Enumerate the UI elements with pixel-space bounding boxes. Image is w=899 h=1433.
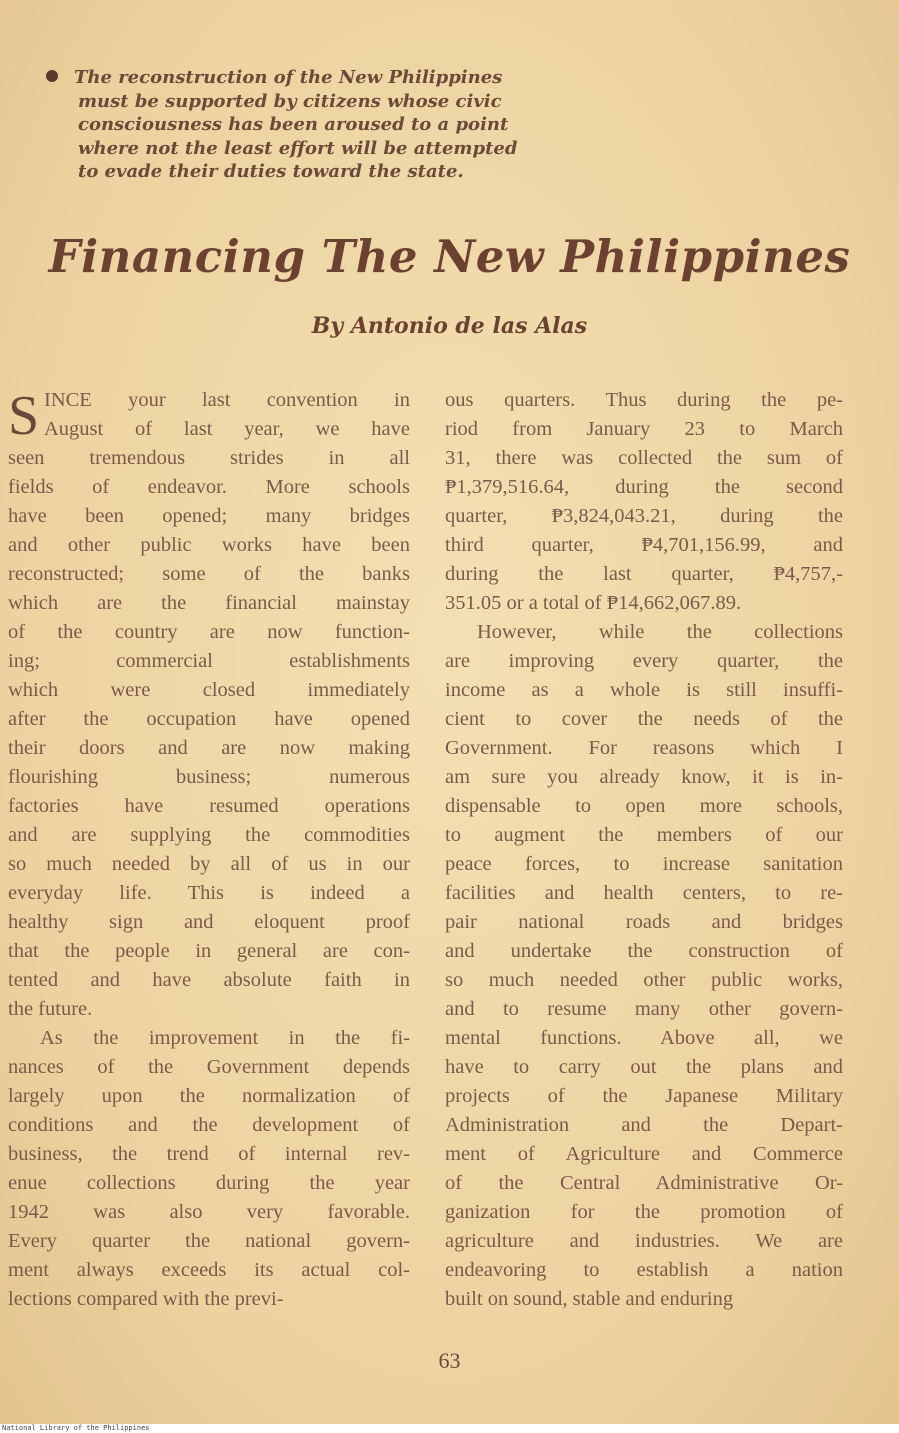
body-text-line: and undertake the construction of bbox=[445, 940, 843, 962]
body-text-line: As the improvement in the fi- bbox=[40, 1027, 410, 1049]
body-text-line: August of last year, we have bbox=[44, 418, 410, 440]
body-text-line: Every quarter the national govern- bbox=[8, 1230, 410, 1252]
body-text-line: ment always exceeds its actual col- bbox=[8, 1259, 410, 1281]
epigraph bbox=[46, 66, 546, 184]
body-text-line: 31, there was collected the sum of bbox=[445, 447, 843, 469]
body-text-line: INCE your last convention in bbox=[44, 389, 410, 411]
body-text-line: to augment the members of our bbox=[445, 824, 843, 846]
body-text-line: mental functions. Above all, we bbox=[445, 1027, 843, 1049]
body-text-line: of the country are now function- bbox=[8, 621, 410, 643]
body-text-line: facilities and health centers, to re- bbox=[445, 882, 843, 904]
bullet-icon bbox=[46, 70, 58, 82]
body-text-line: However, while the collections bbox=[477, 621, 843, 643]
left-column bbox=[8, 386, 410, 1314]
body-text-line: have been opened; many bridges bbox=[8, 505, 410, 527]
body-text-line: dispensable to open more schools, bbox=[445, 795, 843, 817]
article-byline: By Antonio de las Alas bbox=[311, 313, 588, 339]
body-text-line: factories have resumed operations bbox=[8, 795, 410, 817]
body-text-line: endeavoring to establish a nation bbox=[445, 1259, 843, 1281]
body-text-line: conditions and the development of bbox=[8, 1114, 410, 1136]
body-text-line: after the occupation have opened bbox=[8, 708, 410, 730]
drop-cap: S bbox=[8, 385, 40, 447]
epigraph-line: The reconstruction of the New Philippines bbox=[74, 67, 503, 88]
body-text-line: that the people in general are con- bbox=[8, 940, 410, 962]
body-text-line: so much needed by all of us in our bbox=[8, 853, 410, 875]
body-text-line: and other public works have been bbox=[8, 534, 410, 556]
body-text-line: are improving every quarter, the bbox=[445, 650, 843, 672]
body-text-line: reconstructed; some of the banks bbox=[8, 563, 410, 585]
body-text-line: and to resume many other govern- bbox=[445, 998, 843, 1020]
body-text-line: and are supplying the commodities bbox=[8, 824, 410, 846]
page-number: 63 bbox=[438, 1348, 461, 1373]
body-text-line: ment of Agriculture and Commerce bbox=[445, 1143, 843, 1165]
body-text-line: enue collections during the year bbox=[8, 1172, 410, 1194]
body-text-line: third quarter, ₱4,701,156.99, and bbox=[445, 534, 843, 556]
body-text-line: the future. bbox=[8, 998, 93, 1020]
body-text-line: ing; commercial establishments bbox=[8, 650, 410, 672]
right-column bbox=[445, 386, 843, 1314]
body-text-line: of the Central Administrative Or- bbox=[445, 1172, 843, 1194]
body-text-line: peace forces, to increase sanitation bbox=[445, 853, 843, 875]
body-text-line: pair national roads and bridges bbox=[445, 911, 843, 933]
body-text-line: ganization for the promotion of bbox=[445, 1201, 843, 1223]
body-text-line: healthy sign and eloquent proof bbox=[8, 911, 410, 933]
body-text-line: seen tremendous strides in all bbox=[8, 447, 410, 469]
body-text-line: which were closed immediately bbox=[8, 679, 410, 701]
footer-credit: National Library of the Philippines bbox=[0, 1424, 899, 1433]
body-text-line: during the last quarter, ₱4,757,- bbox=[445, 563, 843, 585]
body-text-line: cient to cover the needs of the bbox=[445, 708, 843, 730]
body-text-line: flourishing business; numerous bbox=[8, 766, 410, 788]
body-text-line: nances of the Government depends bbox=[8, 1056, 410, 1078]
body-text-line: tented and have absolute faith in bbox=[8, 969, 410, 991]
body-text-line: everyday life. This is indeed a bbox=[8, 882, 410, 904]
body-text-line: Administration and the Depart- bbox=[445, 1114, 843, 1136]
epigraph-line: consciousness has been aroused to a point bbox=[78, 114, 509, 135]
body-text-line: which are the financial mainstay bbox=[8, 592, 410, 614]
body-text-line: their doors and are now making bbox=[8, 737, 410, 759]
body-text-line: income as a whole is still insuffi- bbox=[445, 679, 843, 701]
body-text-line: lections compared with the previ- bbox=[8, 1288, 284, 1310]
body-text-line: agriculture and industries. We are bbox=[445, 1230, 843, 1252]
epigraph-line: to evade their duties toward the state. bbox=[78, 161, 464, 182]
body-text-line: ₱1,379,516.64, during the second bbox=[445, 476, 843, 498]
epigraph-line: where not the least effort will be attempted bbox=[78, 137, 518, 159]
article-title: Financing The New Philippines bbox=[48, 230, 851, 283]
body-text-line: so much needed other public works, bbox=[445, 969, 843, 991]
body-text-line: projects of the Japanese Military bbox=[445, 1085, 843, 1107]
body-text-line: business, the trend of internal rev- bbox=[8, 1143, 410, 1165]
body-text-line: have to carry out the plans and bbox=[445, 1056, 843, 1078]
body-text-line: 351.05 or a total of ₱14,662,067.89. bbox=[445, 592, 742, 614]
body-text-line: Government. For reasons which I bbox=[445, 737, 843, 759]
body-text-line: riod from January 23 to March bbox=[445, 418, 843, 440]
epigraph-line: must be supported by citizens whose civic bbox=[78, 90, 502, 112]
body-text-line: fields of endeavor. More schools bbox=[8, 476, 410, 498]
body-text-line: ous quarters. Thus during the pe- bbox=[445, 389, 843, 411]
body-text-line: quarter, ₱3,824,043.21, during the bbox=[445, 505, 843, 527]
body-text-line: am sure you already know, it is in- bbox=[445, 766, 843, 788]
body-text-line: built on sound, stable and enduring bbox=[445, 1288, 734, 1310]
body-text-line: 1942 was also very favorable. bbox=[8, 1201, 410, 1223]
body-text-line: largely upon the normalization of bbox=[8, 1085, 410, 1107]
